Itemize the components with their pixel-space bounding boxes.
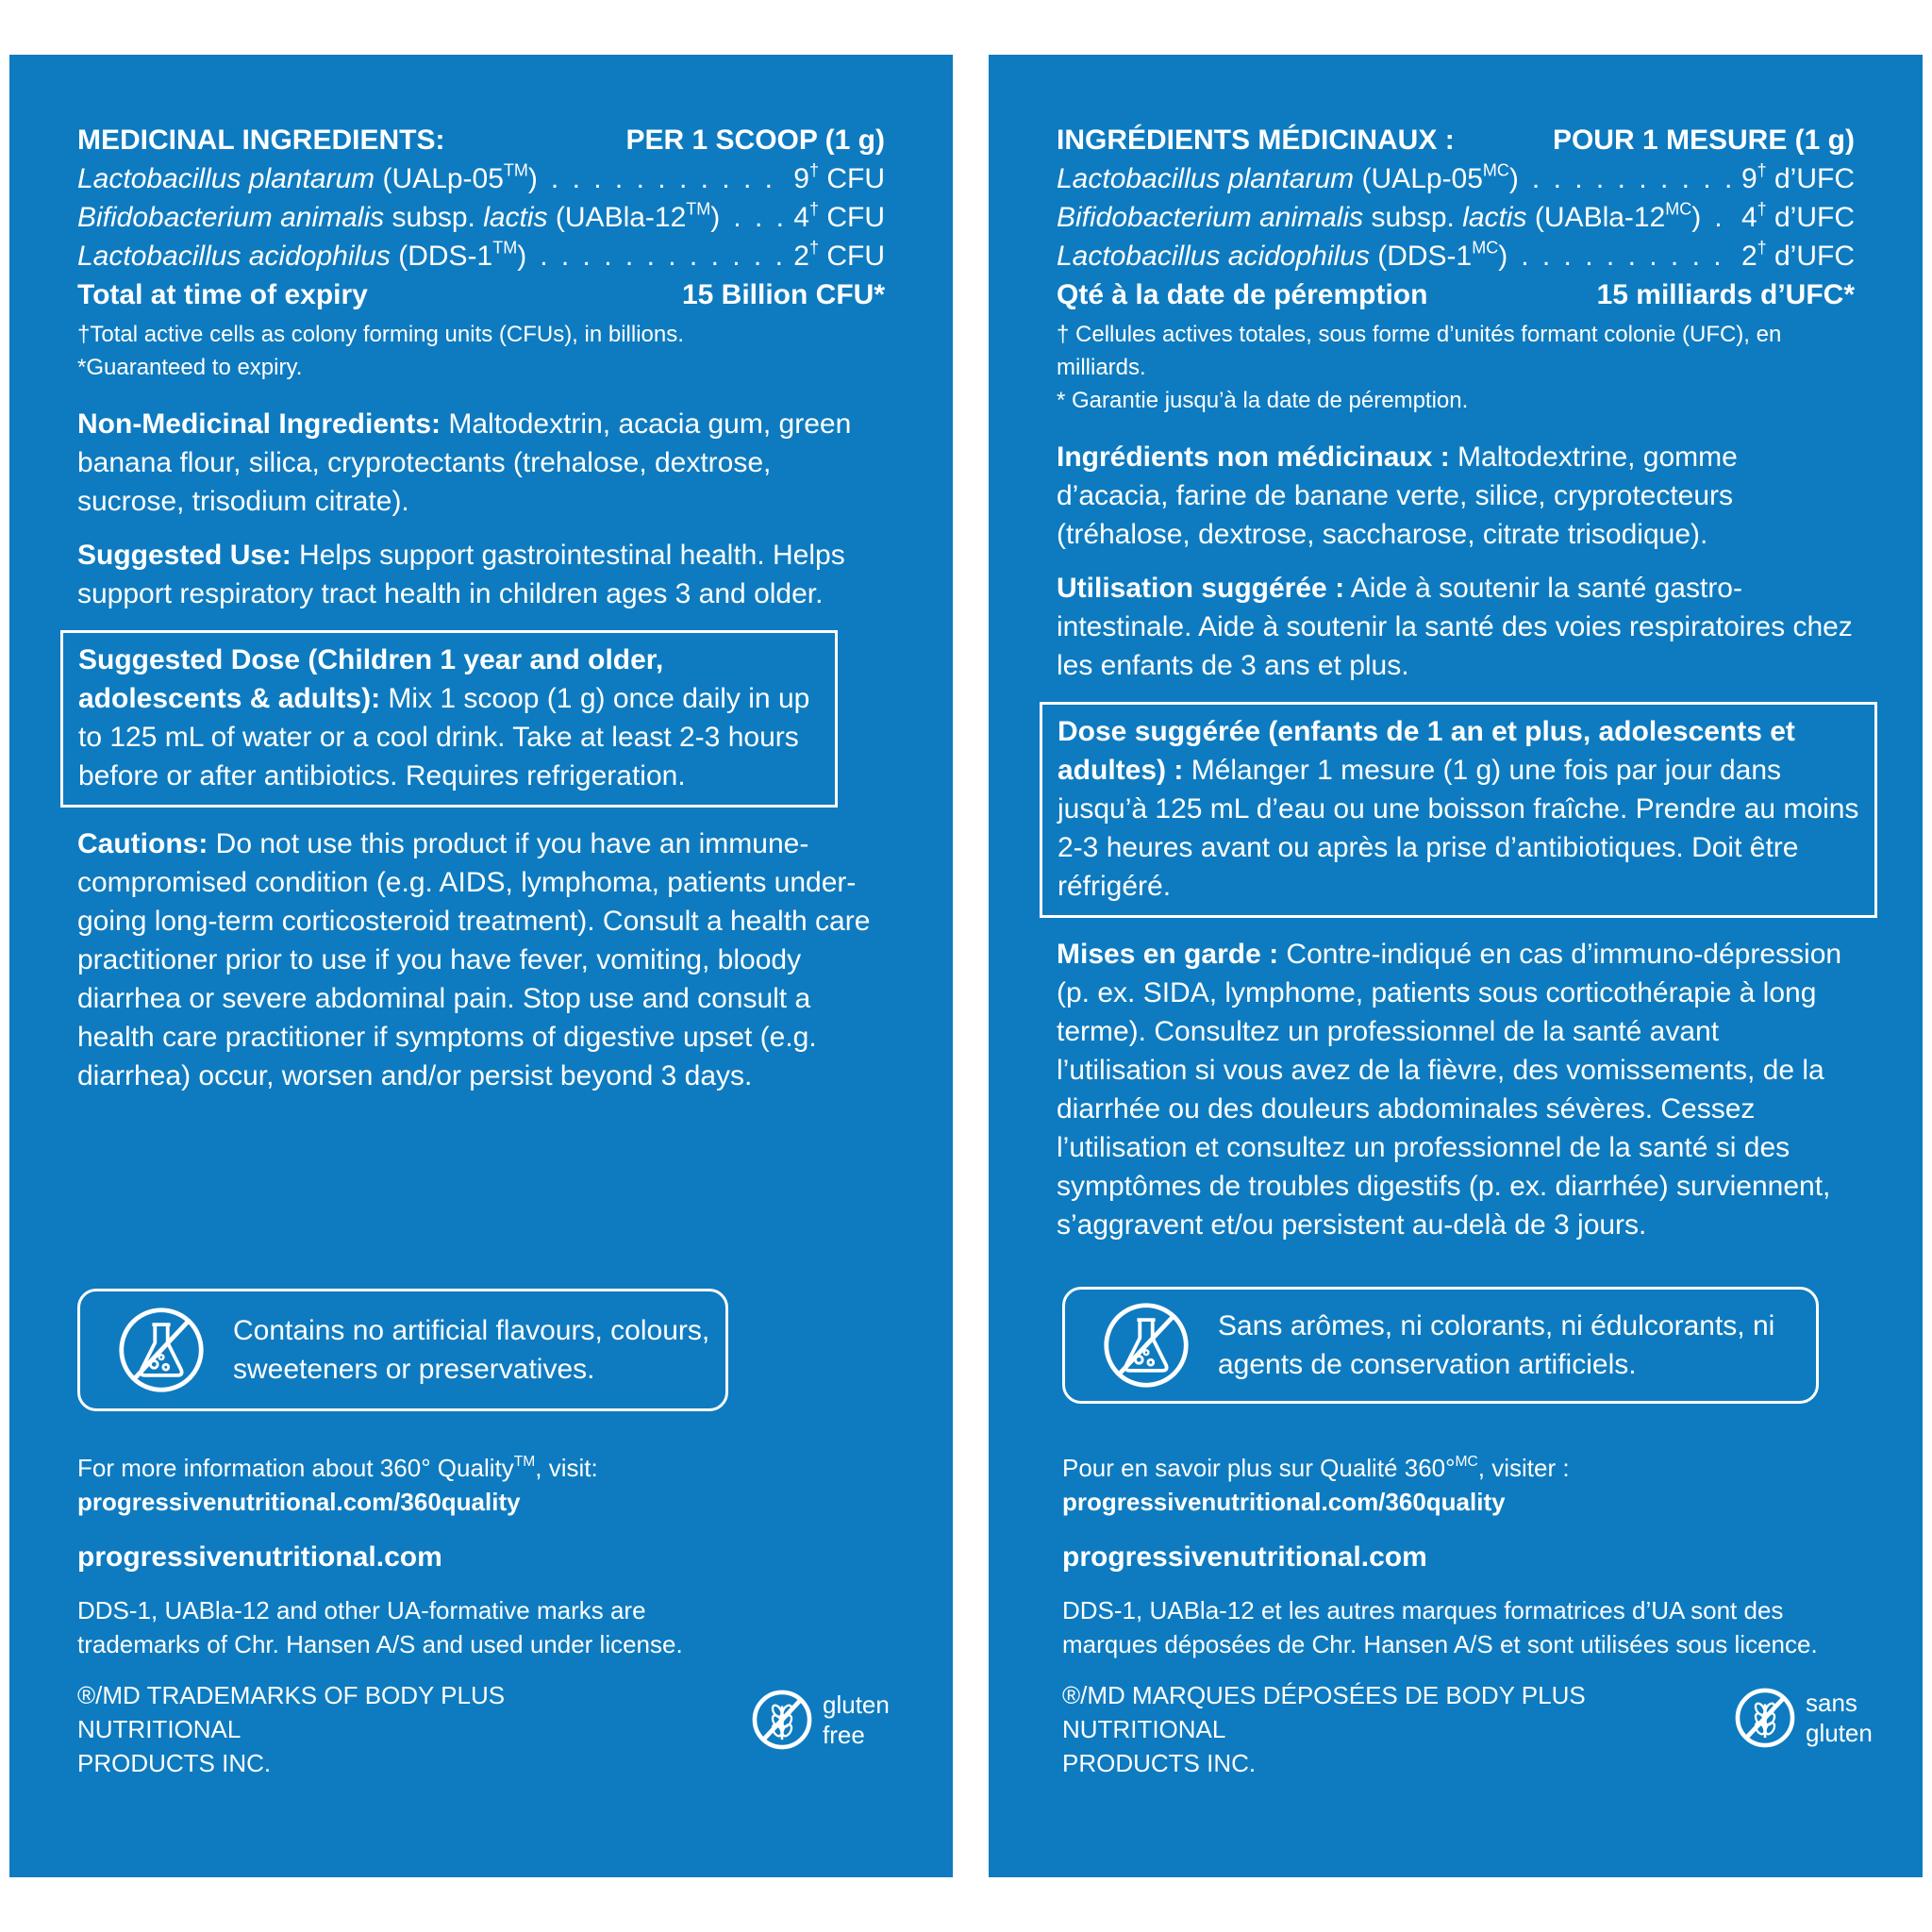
website-link[interactable]: progressivenutritional.com xyxy=(77,1541,442,1573)
non-medicinal-ingredients: Ingrédients non médicinaux : Maltodextrine, gomme d’acacia, farine de banane verte, silice, cryprotecteurs (tréhalose, dextrose, saccharose, citrate trisodique). xyxy=(1057,441,1738,550)
trademark-notice: DDS-1, UABla-12 and other UA-formative marks are trademarks of Chr. Hansen A/S and used under license. xyxy=(77,1596,683,1658)
ingredient-row: Bifidobacterium animalis subsp. lactis $(UABla-12^{MC})$ . . . 4† d’UFC xyxy=(1057,198,1855,237)
registered-trademark-notice: ®/MD TRADEMARKS OF BODY PLUS NUTRITIONAL PRODUCTS INC. xyxy=(77,1681,506,1777)
cautions: Mises en garde : Contre-indiqué en cas d’immuno-dépression (p. ex. SIDA, lymphome, patients sous corticothérapie à long terme). Consultez un professionnel de la santé avant l’utilisation si vous avez de la fièvre, des vomissements, de la diarrhée ou des douleurs abdominales sévères. Cessez l’utilisation et consultez un professionnel de la santé si des symptômes de troubles digestifs (p. ex. diarrhée) surviennent, s’aggravent et/ou persistent au-delà de 3 jours. xyxy=(1057,939,1842,1241)
french-label-panel xyxy=(989,55,1923,1877)
quality-info: For more information about 360° Quality™, visit: xyxy=(77,1454,598,1482)
footnote-cfu: † Cellules actives totales, sous forme d’unités formant colonie (UFC), en milliards. xyxy=(1057,322,1782,380)
crossed-flask-icon xyxy=(116,1305,207,1395)
ingredient-row: Bifidobacterium animalis subsp. lactis (UABla-12™) . . . 4† CFU xyxy=(77,198,885,237)
website-link[interactable]: progressivenutritional.com xyxy=(1062,1541,1427,1573)
ingredient-row: Lactobacillus acidophilus $(DDS-1^{MC})$ . . . 2† d’UFC xyxy=(1057,237,1855,275)
quality-info: Pour en savoir plus sur Qualité 360°$^{MC}$, visiter : xyxy=(1062,1454,1570,1482)
no-artificial-line2: agents de conservation artificiels. xyxy=(1218,1349,1637,1380)
crossed-wheat-icon xyxy=(751,1689,813,1751)
footnote-guarantee: *Guaranteed to expiry. xyxy=(77,355,303,380)
no-artificial-line1: Sans arômes, ni colorants, ni édulcorants, ni xyxy=(1218,1310,1775,1341)
medicinal-ingredients-header xyxy=(1057,121,1855,159)
footnote-cfu: †Total active cells as colony forming units (CFUs), in billions. xyxy=(77,322,684,347)
header-left: INGRÉDIENTS MÉDICINAUX : xyxy=(1057,125,1455,156)
no-artificial-badge xyxy=(77,1289,728,1411)
suggested-dose-box: Dose suggérée (enfants de 1 an et plus, adolescents et adultes) : Mélanger 1 mesure (1 g) une fois par jour dans jusqu’à 125 mL d’eau ou une boisson fraîche. Prendre au moins 2-3 heures avant ou après la prise d’antibiotiques. Doit être réfrigéré. xyxy=(1040,702,1877,918)
english-label-panel xyxy=(9,55,953,1877)
gluten-free-line2: gluten xyxy=(1806,1719,1873,1747)
medicinal-ingredients-header xyxy=(77,121,885,159)
ingredient-row: Lactobacillus plantarum (UALp-05™) . . . 9† CFU xyxy=(77,159,885,198)
gluten-free-badge xyxy=(751,1689,890,1751)
header-right: PER 1 SCOOP (1 g) xyxy=(625,125,885,156)
cautions: Cautions: Do not use this product if you have an immune-compromised condition (e.g. AIDS, lymphoma, patients under-going long-term corticosteroid treatment). Consult a health care practitioner prior to use if you have fever, vomiting, bloody diarrhea or severe abdominal pain. Stop use and consult a health care practitioner if symptoms of digestive upset (e.g. diarrhea) occur, worsen and/or persist beyond 3 days. xyxy=(77,828,871,1091)
footnote-guarantee: * Garantie jusqu’à la date de péremption. xyxy=(1057,388,1469,413)
total-value: 15 milliards d’UFC* xyxy=(1596,279,1855,310)
gluten-free-line1: sans xyxy=(1806,1689,1857,1717)
non-medicinal-ingredients: Non-Medicinal Ingredients: Maltodextrin, acacia gum, green banana flour, silica, cryprotectants (trehalose, dextrose, sucrose, trisodium citrate). xyxy=(77,408,852,517)
gluten-free-line2: free xyxy=(823,1721,865,1749)
no-artificial-line2: sweeteners or preservatives. xyxy=(233,1354,595,1385)
suggested-use: Suggested Use: Helps support gastrointestinal health. Helps support respiratory tract health in children ages 3 and older. xyxy=(77,540,845,609)
gluten-free-badge xyxy=(1734,1687,1873,1749)
total-row xyxy=(1057,275,1855,314)
total-value: 15 Billion CFU* xyxy=(681,279,885,310)
total-label: Total at time of expiry xyxy=(77,279,368,310)
total-label: Qté à la date de péremption xyxy=(1057,279,1428,310)
total-row xyxy=(77,275,885,314)
registered-trademark-notice: ®/MD MARQUES DÉPOSÉES DE BODY PLUS NUTRITIONAL PRODUCTS INC. xyxy=(1062,1681,1586,1777)
footnotes xyxy=(1057,318,1855,417)
ingredient-row: Lactobacillus acidophilus (DDS-1™) . . . 2† CFU xyxy=(77,237,885,275)
gluten-free-line1: gluten xyxy=(823,1690,890,1719)
header-right: POUR 1 MESURE (1 g) xyxy=(1552,125,1855,156)
footnotes xyxy=(77,318,885,384)
crossed-flask-icon xyxy=(1101,1300,1191,1391)
suggested-use: Utilisation suggérée : Aide à soutenir la santé gastro-intestinale. Aide à soutenir la santé des voies respiratoires chez les enfants de 3 ans et plus. xyxy=(1057,573,1853,681)
no-artificial-line1: Contains no artificial flavours, colours, xyxy=(233,1315,710,1346)
crossed-wheat-icon xyxy=(1734,1687,1796,1749)
header-left: MEDICINAL INGREDIENTS: xyxy=(77,125,445,156)
quality-url[interactable]: progressivenutritional.com/360quality xyxy=(1062,1488,1506,1516)
quality-url[interactable]: progressivenutritional.com/360quality xyxy=(77,1488,521,1516)
ingredient-row: Lactobacillus plantarum $(UALp-05^{MC})$ . . . 9† d’UFC xyxy=(1057,159,1855,198)
suggested-dose-box: Suggested Dose (Children 1 year and older, adolescents & adults): Mix 1 scoop (1 g) once daily in up to 125 mL of water or a cool drink. Take at least 2-3 hours before or after antibiotics. Requires refrigeration. xyxy=(60,630,838,808)
trademark-notice: DDS-1, UABla-12 et les autres marques formatrices d’UA sont des marques déposées de Chr. Hansen A/S et sont utilisées sous licence. xyxy=(1062,1596,1818,1658)
no-artificial-badge xyxy=(1062,1287,1819,1404)
